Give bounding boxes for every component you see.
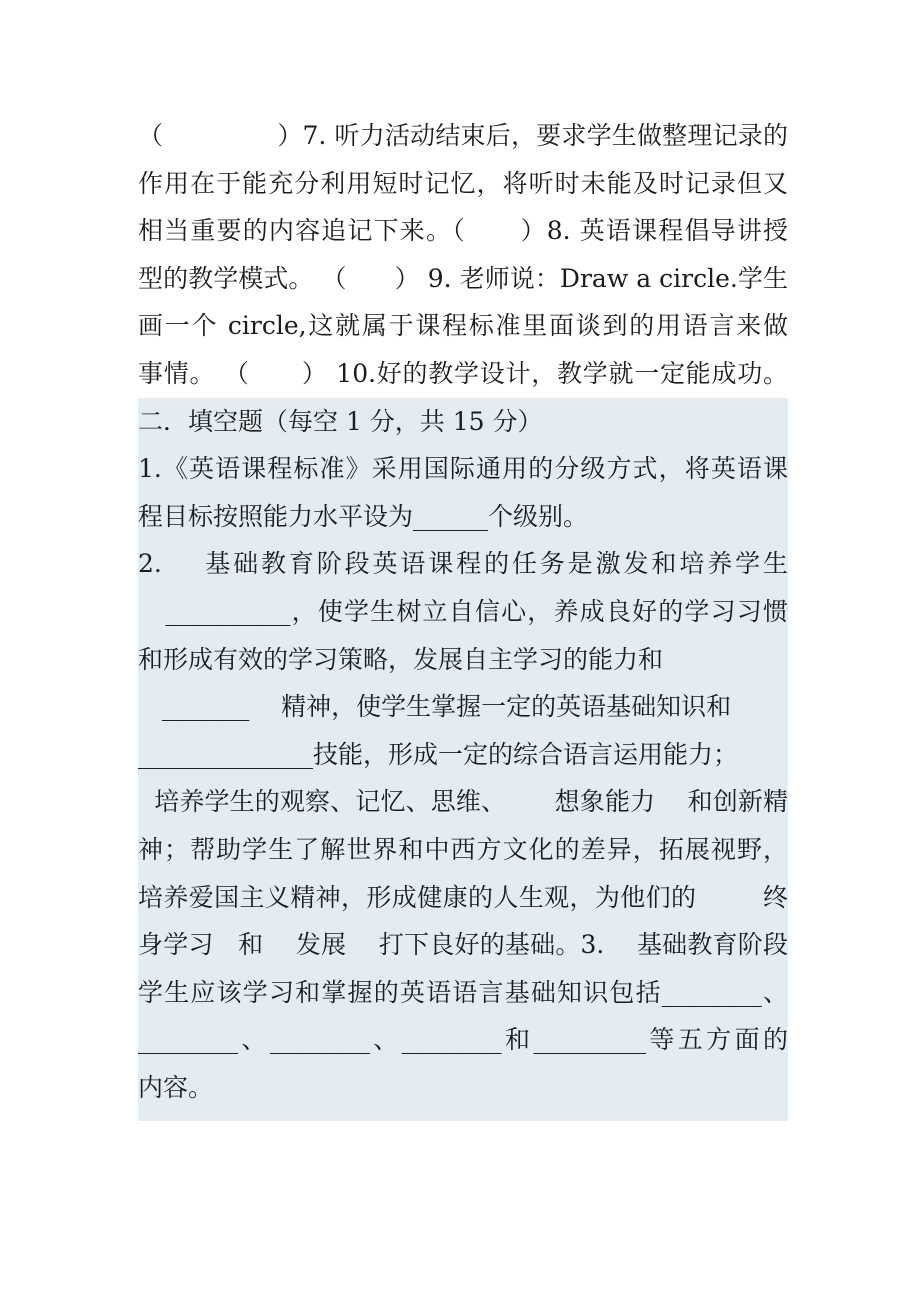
text-line: 2. 基础教育阶段英语课程的任务是激发和培养学生 <box>138 549 788 579</box>
fill-in-blank-section <box>138 398 788 1122</box>
document-page <box>138 112 788 1121</box>
text-line: （ ）7. 听力活动结束后，要求学生做整理记录的 <box>138 121 788 150</box>
text-line: 学生应该学习和掌握的英语语言基础知识包括________、 <box>138 977 788 1007</box>
text-line: 神；帮助学生了解世界和中西方文化的差异，拓展视野， <box>138 834 788 864</box>
text-line: 相当重要的内容追记下来。（ ）8. 英语课程倡导讲授 <box>138 216 788 246</box>
text-line: 和形成有效的学习策略，发展自主学习的能力和 <box>138 644 664 674</box>
text-line: 内容。 <box>138 1072 214 1102</box>
text-line: 培养学生的观察、记忆、思维、 想象能力 和创新精 <box>138 787 788 817</box>
true-false-questions-section <box>138 112 788 398</box>
section-heading: 二．填空题（每空 1 分，共 15 分） <box>138 406 543 436</box>
text-line: 程目标按照能力水平设为______个级别。 <box>138 501 589 531</box>
text-line: 事情。 （ ） 10.好的教学设计，教学就一定能成功。 <box>138 358 788 388</box>
text-line: 身学习 和 发展 打下良好的基础。3. 基础教育阶段 <box>138 930 788 960</box>
text-line: 型的教学模式。 （ ） 9. 老师说：Draw a circle.学生 <box>138 263 788 293</box>
text-line: 作用在于能充分利用短时记忆，将听时未能及时记录但又 <box>138 168 788 198</box>
text-line: _______ 精神，使学生掌握一定的英语基础知识和 <box>138 692 732 722</box>
text-line: 1.《英语课程标准》采用国际通用的分级方式，将英语课 <box>138 454 788 484</box>
text-line: 培养爱国主义精神，形成健康的人生观，为他们的 终 <box>138 882 788 912</box>
text-line: ________、________、________和_________等五方面的 <box>138 1025 788 1055</box>
text-line: 画一个 circle,这就属于课程标准里面谈到的用语言来做 <box>138 311 788 341</box>
text-line: ______________技能，形成一定的综合语言运用能力； <box>138 739 739 769</box>
text-line: __________，使学生树立自信心，养成良好的学习习惯 <box>138 596 788 626</box>
